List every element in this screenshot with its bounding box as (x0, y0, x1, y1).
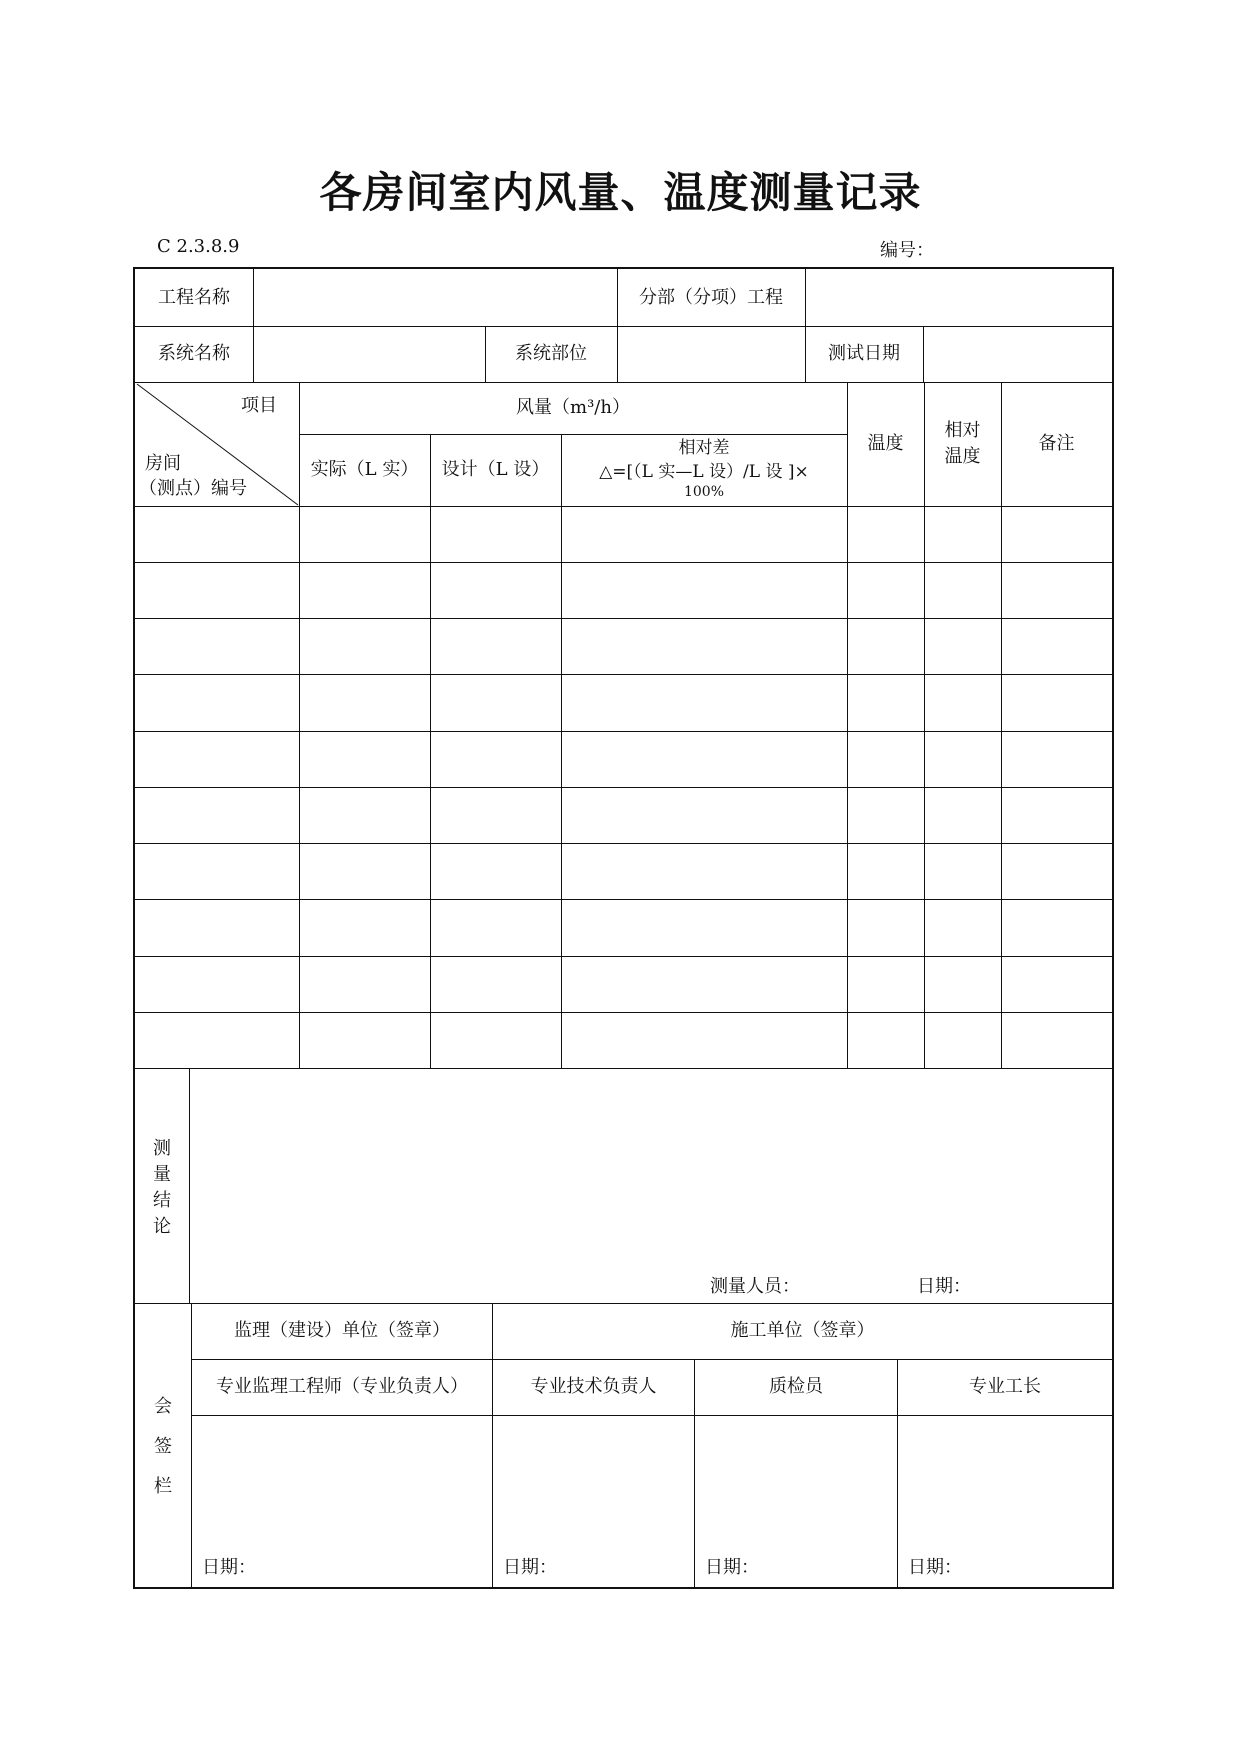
signoff-char: 会 (154, 1396, 172, 1417)
design-airflow-cell[interactable] (431, 900, 561, 955)
temperature-cell[interactable] (848, 507, 924, 562)
remarks-cell[interactable] (1002, 675, 1112, 730)
project-name-field[interactable] (254, 269, 617, 326)
measurer-label: 测量人员： (710, 1276, 800, 1297)
temperature-cell[interactable] (848, 1013, 924, 1068)
room-label-line2: （测点）编号 (139, 478, 247, 499)
relative-temperature-cell[interactable] (925, 507, 1001, 562)
relative-temperature-cell[interactable] (925, 675, 1001, 730)
design-airflow-cell[interactable] (431, 675, 561, 730)
relative-temperature-line2: 温度 (944, 446, 981, 467)
remarks-cell[interactable] (1002, 1013, 1112, 1068)
foreman-date-label: 日期： (908, 1557, 962, 1578)
signoff-label (135, 1303, 191, 1587)
inspector-date-label: 日期： (705, 1557, 759, 1578)
conclusion-char: 论 (153, 1215, 171, 1237)
supervisor-engineer-label: 专业监理工程师（专业负责人） (216, 1376, 468, 1397)
relative-temperature-label (924, 382, 1001, 506)
relative-difference-cell[interactable] (562, 619, 847, 674)
supervisor-unit-label: 监理（建设）单位（签章） (234, 1320, 450, 1341)
sub-project-field[interactable] (806, 269, 1112, 326)
signoff-char: 栏 (154, 1476, 172, 1497)
serial-number-label: 编号： (880, 240, 934, 261)
relative-difference-cell[interactable] (562, 507, 847, 562)
design-airflow-cell[interactable] (431, 957, 561, 1012)
remarks-cell[interactable] (1002, 788, 1112, 843)
sub-project-label: 分部（分项）工程 (639, 286, 783, 308)
conclusion-char: 量 (153, 1163, 171, 1185)
temperature-cell[interactable] (848, 788, 924, 843)
actual-airflow-cell[interactable] (300, 675, 430, 730)
relative-temperature-cell[interactable] (925, 957, 1001, 1012)
room-number-cell[interactable] (135, 1013, 299, 1068)
design-airflow-cell[interactable] (431, 563, 561, 618)
temperature-cell[interactable] (848, 900, 924, 955)
room-number-cell[interactable] (135, 732, 299, 787)
room-number-cell[interactable] (135, 563, 299, 618)
relative-temperature-cell[interactable] (925, 563, 1001, 618)
relative-temperature-cell[interactable] (925, 732, 1001, 787)
room-label-line1: 房间 (145, 453, 181, 474)
inspector-label: 质检员 (769, 1376, 823, 1397)
design-airflow-cell[interactable] (431, 732, 561, 787)
relative-difference-cell[interactable] (562, 675, 847, 730)
temperature-cell[interactable] (848, 563, 924, 618)
conclusion-label (135, 1068, 189, 1303)
actual-airflow-cell[interactable] (300, 563, 430, 618)
relative-temperature-cell[interactable] (925, 619, 1001, 674)
inspector-signature-field[interactable] (695, 1416, 897, 1536)
system-name-field[interactable] (254, 326, 485, 382)
relative-difference-cell[interactable] (562, 563, 847, 618)
design-airflow-cell[interactable] (431, 788, 561, 843)
relative-difference-cell[interactable] (562, 788, 847, 843)
signoff-char: 签 (154, 1436, 172, 1457)
relative-difference-cell[interactable] (562, 900, 847, 955)
relative-difference-cell[interactable] (562, 957, 847, 1012)
system-part-field[interactable] (618, 326, 805, 382)
foreman-label: 专业工长 (969, 1376, 1041, 1397)
design-airflow-cell[interactable] (431, 619, 561, 674)
relative-difference-percent: 100% (683, 484, 725, 500)
remarks-cell[interactable] (1002, 619, 1112, 674)
remarks-label: 备注 (1038, 433, 1075, 454)
item-label: 项目 (241, 395, 277, 416)
temperature-cell[interactable] (848, 619, 924, 674)
relative-difference-label: 相对差 (678, 438, 730, 458)
room-number-cell[interactable] (135, 844, 299, 899)
design-airflow-cell[interactable] (431, 507, 561, 562)
foreman-signature-field[interactable] (898, 1416, 1112, 1536)
relative-temperature-cell[interactable] (925, 844, 1001, 899)
temperature-cell[interactable] (848, 844, 924, 899)
room-number-cell[interactable] (135, 507, 299, 562)
actual-airflow-cell[interactable] (300, 788, 430, 843)
relative-difference-cell[interactable] (562, 732, 847, 787)
actual-airflow-cell[interactable] (300, 957, 430, 1012)
actual-airflow-cell[interactable] (300, 732, 430, 787)
construction-unit-label: 施工单位（签章） (730, 1320, 875, 1341)
test-date-field[interactable] (924, 326, 1112, 382)
temperature-cell[interactable] (848, 732, 924, 787)
project-name-label: 工程名称 (158, 286, 230, 308)
supervisor-signature-field[interactable] (192, 1416, 492, 1536)
record-form (133, 267, 1114, 1589)
remarks-cell[interactable] (1002, 563, 1112, 618)
design-airflow-cell[interactable] (431, 844, 561, 899)
relative-temperature-line1: 相对 (944, 420, 981, 441)
temperature-label: 温度 (867, 433, 904, 454)
conclusion-char: 结 (153, 1189, 171, 1211)
test-date-label: 测试日期 (828, 343, 900, 364)
system-name-label: 系统名称 (158, 343, 230, 364)
supervisor-date-label: 日期： (202, 1557, 256, 1578)
room-number-cell[interactable] (135, 788, 299, 843)
relative-temperature-cell[interactable] (925, 900, 1001, 955)
room-number-cell[interactable] (135, 619, 299, 674)
room-number-cell[interactable] (135, 900, 299, 955)
system-part-label: 系统部位 (515, 343, 587, 364)
actual-airflow-cell[interactable] (300, 844, 430, 899)
actual-airflow-cell[interactable] (300, 900, 430, 955)
room-number-cell[interactable] (135, 675, 299, 730)
relative-difference-header (561, 436, 847, 500)
relative-temperature-cell[interactable] (925, 788, 1001, 843)
remarks-cell[interactable] (1002, 900, 1112, 955)
conclusion-field[interactable] (190, 1069, 1112, 1259)
relative-difference-formula: △=[（L 实—L 设）/L 设 ]× (599, 462, 809, 482)
remarks-cell[interactable] (1002, 507, 1112, 562)
remarks-cell[interactable] (1002, 844, 1112, 899)
temperature-cell[interactable] (848, 675, 924, 730)
design-airflow-cell[interactable] (431, 1013, 561, 1068)
document-title: 各房间室内风量、温度测量记录 (319, 168, 922, 217)
design-label: 设计（L 设） (441, 459, 550, 480)
conclusion-char: 测 (153, 1137, 171, 1159)
relative-temperature-cell[interactable] (925, 1013, 1001, 1068)
tech-lead-date-label: 日期： (503, 1557, 557, 1578)
conclusion-date-label: 日期： (917, 1276, 971, 1297)
tech-lead-signature-field[interactable] (493, 1416, 694, 1536)
form-code: C 2.3.8.9 (157, 236, 240, 257)
temperature-cell[interactable] (848, 957, 924, 1012)
relative-difference-cell[interactable] (562, 1013, 847, 1068)
tech-lead-label: 专业技术负责人 (530, 1376, 657, 1397)
remarks-cell[interactable] (1002, 957, 1112, 1012)
actual-airflow-cell[interactable] (300, 619, 430, 674)
actual-airflow-cell[interactable] (300, 1013, 430, 1068)
actual-airflow-cell[interactable] (300, 507, 430, 562)
airflow-label: 风量（m³/h） (516, 397, 630, 418)
room-number-cell[interactable] (135, 957, 299, 1012)
actual-label: 实际（L 实） (310, 459, 419, 480)
remarks-cell[interactable] (1002, 732, 1112, 787)
relative-difference-cell[interactable] (562, 844, 847, 899)
